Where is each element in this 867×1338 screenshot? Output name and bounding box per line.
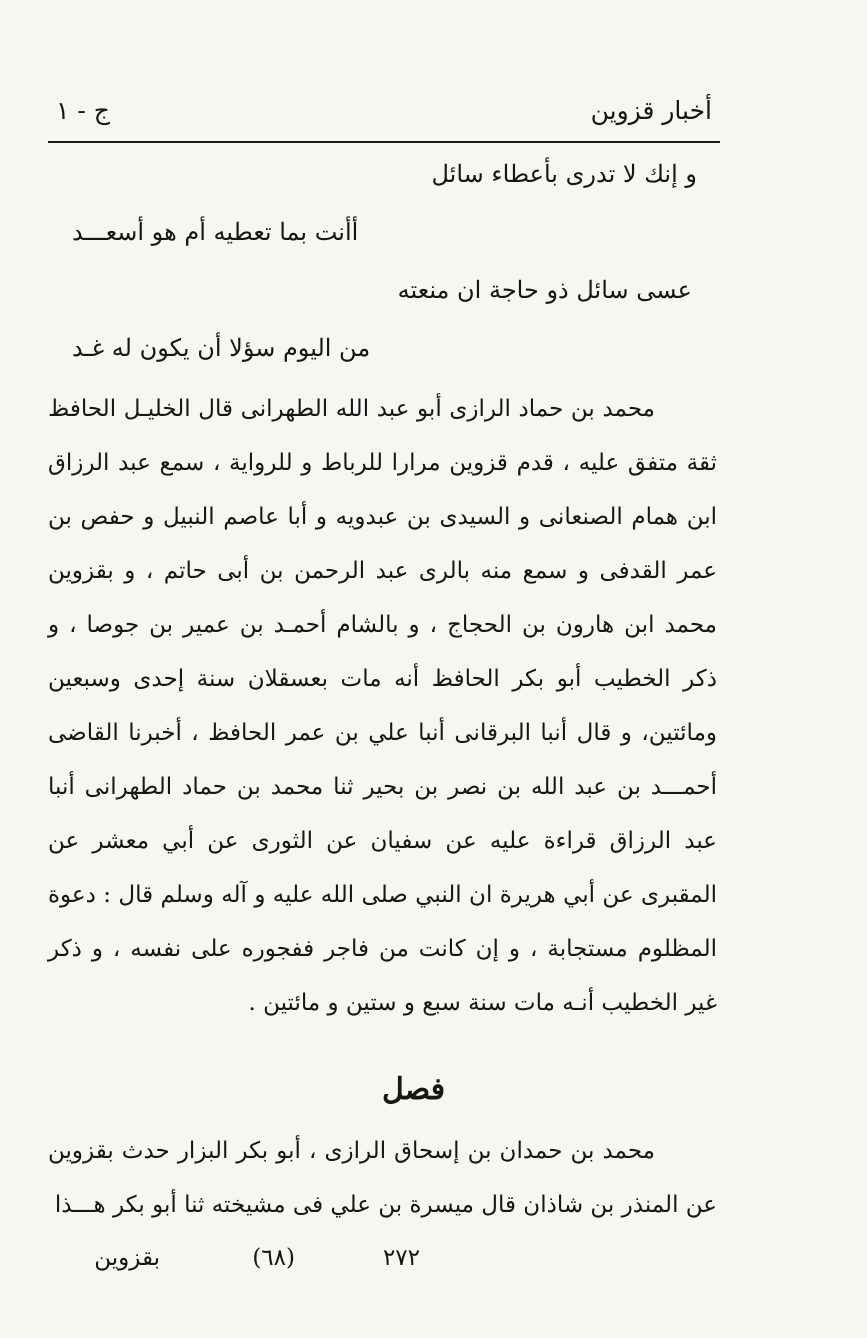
catchword: بقزوين xyxy=(94,1245,160,1271)
page-number: ٢٧٢ xyxy=(382,1245,420,1271)
verse-line-2: أأنت بما تعطيه أم هو أسعـــد xyxy=(72,218,359,246)
signature-mark: (٦٨) xyxy=(252,1245,295,1271)
page-footer xyxy=(60,1245,720,1285)
header-rule xyxy=(48,141,720,143)
verse-line-1: و إنك لا تدرى بأعطاء سائل xyxy=(431,160,697,188)
book-title: أخبار قزوين xyxy=(590,96,712,125)
paragraph-2: محمد بن حمدان بن إسحاق الرازى ، أبو بكر البزار حدث بقزوين عن المنذر بن شاذان قال ميسرة بن علي فى مشيخته ثنا أبو بكر هـــذا xyxy=(48,1138,717,1218)
verse-line-4: من اليوم سؤلا أن يكون له غـد xyxy=(72,334,371,362)
paragraph-1: محمد بن حماد الرازى أبو عبد الله الطهرانى قال الخليـل الحافظ ثقة متفق عليه ، قدم قزوين مرارا للرباط و للرواية ، سمع عبد الرزاق ابن همام الصنعانى و السيدى بن عبدويه و أبا عاصم النبيل و حفص بن عمر القدفى و سمع منه بالرى عبد الرحمن بن أبى حاتم ، و بقزوين محمد ابن هارون بن الحجاج ، و بالشام أحمـد بن عمير بن جوصا ، و ذكر الخطيب أبو بكر الحافظ أنه مات بعسقلان سنة إحدى وسبعين ومائتين، و قال أنبا البرقانى أنبا علي بن عمر الحافظ ، أخبرنا القاضى أحمـــد بن عبد الله بن نصر بن بحير ثنا محمد بن حماد الطهرانى أنبا عبد الرزاق قراءة عليه عن سفيان عن الثورى عن أبي معشر عن المقبرى عن أبي هريرة ان النبي صلى الله عليه و آله وسلم قال : دعوة المظلوم مستجابة ، و إن كانت من فاجر ففجوره على نفسه ، و ذكر غير الخطيب أنـه مات سنة سبع و ستين و مائتين . xyxy=(48,396,717,1016)
volume-number: ج - ١ xyxy=(56,96,110,125)
paragraph-block-2 xyxy=(48,1124,717,1232)
section-heading: فصل xyxy=(381,1072,446,1107)
verse-line-3: عسى سائل ذو حاجة ان منعته xyxy=(397,276,692,304)
paragraph-block-1 xyxy=(48,382,717,1030)
running-header xyxy=(48,96,720,136)
